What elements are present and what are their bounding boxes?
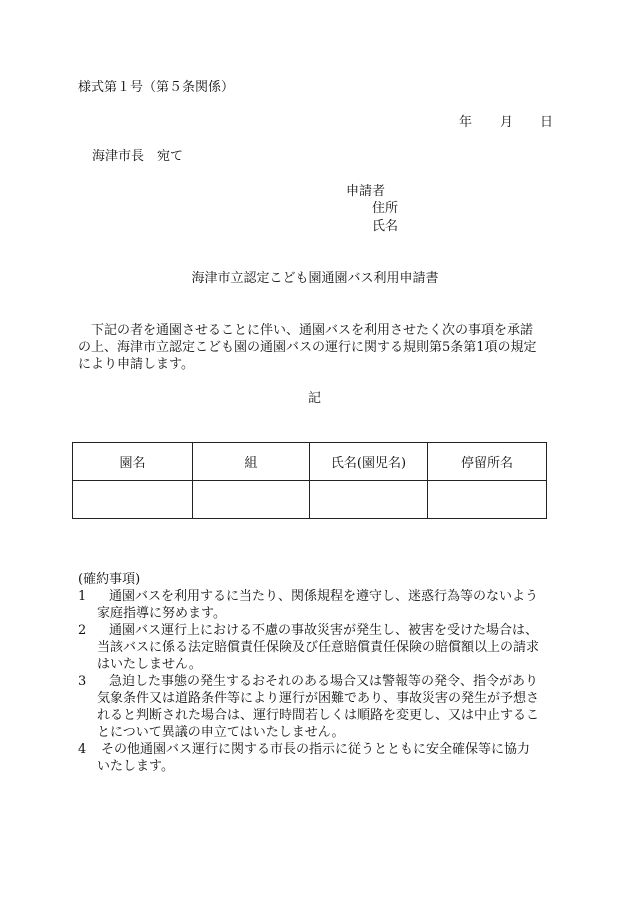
document-title: 海津市立認定こども園通園バス利用申請書 [191, 271, 439, 286]
applicant-label: 申請者 [346, 184, 386, 199]
pledge-number: 3 [78, 674, 87, 689]
pledge-item [78, 588, 553, 622]
date-year-label: 年 [459, 115, 473, 130]
pledge-section [78, 571, 553, 775]
table-row [73, 481, 547, 519]
body-paragraph [78, 322, 553, 373]
addressee: 海津市長 宛て [92, 149, 184, 164]
header-class: 組 [193, 443, 310, 481]
pledge-item [78, 741, 553, 775]
applicant-name-label: 氏名 [372, 219, 399, 234]
pledge-line: 気象条件又は道路条件等により運行が困難であり、事故災害の発生が予想さ [97, 691, 540, 706]
pledge-line: その他通園バス運行に関する市長の指示に従うとともに安全確保等に協力 [101, 742, 531, 757]
pledge-line: 家庭指導に努めます。 [97, 606, 226, 621]
pledge-line: 当該バスに係る法定賠償責任保険及び任意賠償責任保険の賠償額以上の請求 [97, 640, 540, 655]
date-day-label: 日 [540, 115, 554, 130]
pledge-number: 2 [78, 623, 87, 638]
pledge-line: とについて異議の申立てはいたしません。 [97, 725, 345, 740]
pledge-line: 通園バスを利用するに当たり、関係規程を遵守し、迷惑行為等のないよう [109, 589, 539, 604]
pledge-line: いたします。 [97, 759, 174, 774]
bus-stop-cell[interactable] [428, 481, 547, 519]
pledge-heading: (確約事項) [78, 572, 141, 587]
date-month-label: 月 [500, 115, 514, 130]
pledge-line: 急迫した事態の発生するおそれのある場合又は警報等の発令、指令があり [109, 674, 539, 689]
applicant-address-label: 住所 [372, 201, 399, 216]
pledge-line: れると判断された場合は、運行時間若しくは順路を変更し、又は中止するこ [97, 708, 540, 723]
body-line: の上、海津市立認定こども園の通園バスの運行に関する規則第5条第1項の規定 [78, 340, 537, 355]
pledge-number: 1 [78, 589, 87, 604]
body-line: 下記の者を通園させることに伴い、通園バスを利用させたく次の事項を承諾 [91, 323, 534, 338]
child-name-cell[interactable] [310, 481, 428, 519]
form-number: 様式第１号（第５条関係） [78, 80, 235, 95]
pledge-number: 4 [78, 742, 87, 757]
header-school-name: 園名 [73, 443, 193, 481]
pledge-line: はいたしません。 [97, 657, 202, 672]
pledge-item [78, 673, 553, 741]
pledge-item [78, 622, 553, 673]
application-table [72, 442, 547, 519]
body-line: により申請します。 [78, 357, 194, 372]
header-child-name: 氏名(園児名) [310, 443, 428, 481]
header-bus-stop: 停留所名 [428, 443, 547, 481]
ki-label: 記 [308, 391, 322, 406]
table-header-row [73, 443, 547, 481]
school-name-cell[interactable] [73, 481, 193, 519]
pledge-line: 通園バス運行上における不慮の事故災害が発生し、被害を受けた場合は、 [109, 623, 539, 638]
class-cell[interactable] [193, 481, 310, 519]
